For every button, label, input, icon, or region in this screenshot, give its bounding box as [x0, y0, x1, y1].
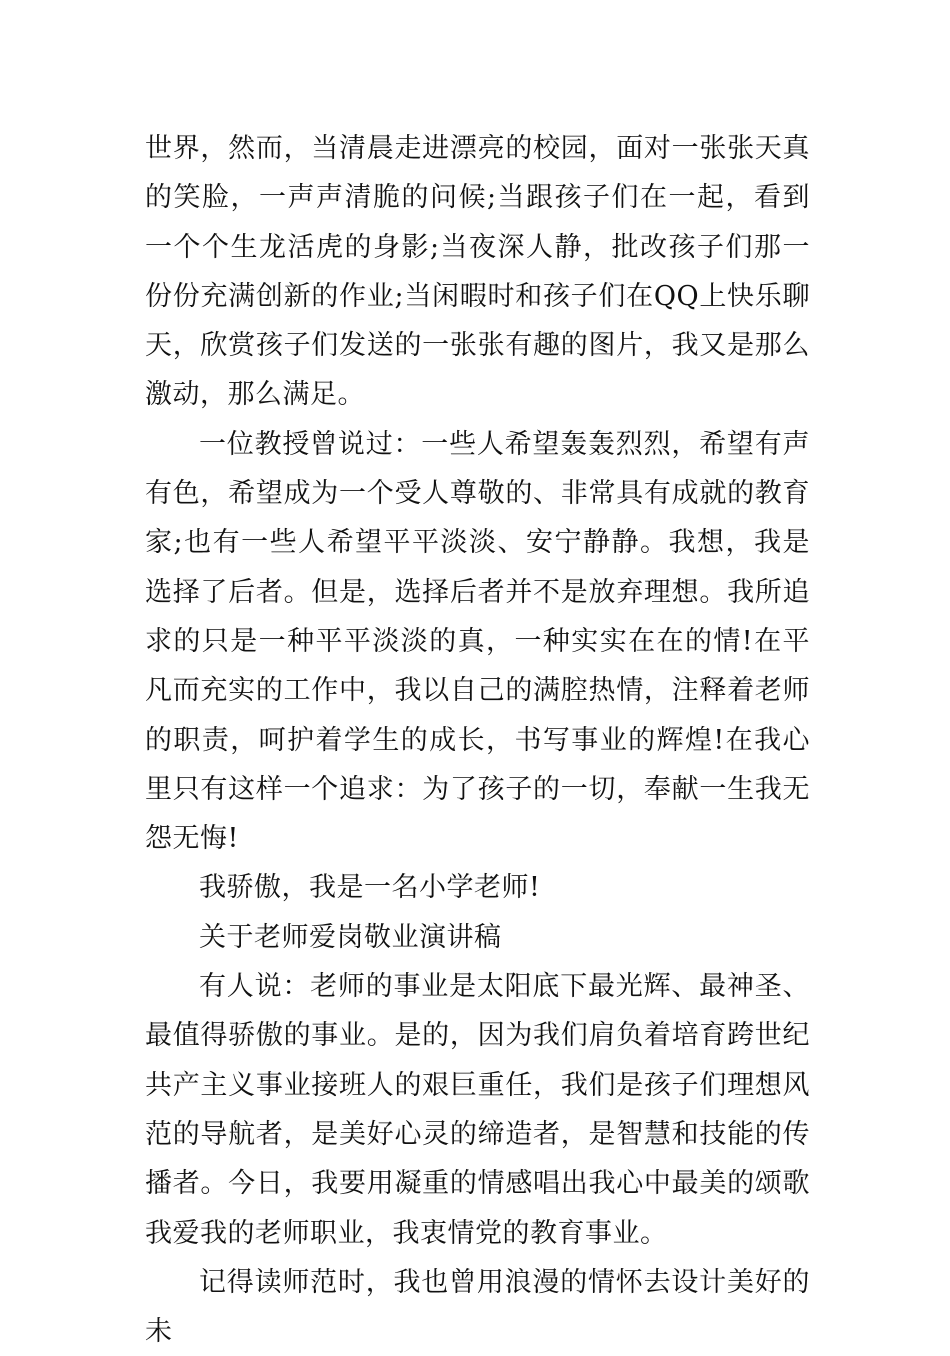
document-body [145, 124, 810, 1356]
paragraph-normal-school: 记得读师范时，我也曾用浪漫的情怀去设计美好的未 [145, 1266, 810, 1348]
paragraph-teacher-career: 有人说：老师的事业是太阳底下最光辉、最神圣、最值得骄傲的事业。是的，因为我们肩负着培育跨世纪共产主义事业接班人的艰巨重任，我们是孩子们理想风范的导航者，是美好心灵的缔造者，是智慧和技能的传播者。今日，我要用凝重的情感唱出我心中最美的颂歌我爱我的老师职业，我衷情党的教育事业。 [145, 971, 810, 1249]
paragraph-continuation: 世界，然而，当清晨走进漂亮的校园，面对一张张天真的笑脸，一声声清脆的问候;当跟孩子们在一起，看到一个个生龙活虎的身影;当夜深人静，批改孩子们那一份份充满创新的作业;当闲暇时和孩子们在QQ上快乐聊天，欣赏孩子们发送的一张张有趣的图片，我又是那么激动，那么满足。 [145, 133, 810, 411]
section-heading: 关于老师爱岗敬业演讲稿 [199, 921, 502, 953]
paragraph-professor-quote: 一位教授曾说过：一些人希望轰轰烈烈，希望有声有色，希望成为一个受人尊敬的、非常具有成就的教育家;也有一些人希望平平淡淡、安宁静静。我想，我是选择了后者。但是，选择后者并不是放弃理想。我所追求的只是一种平平淡淡的真，一种实实在在的情!在平凡而充实的工作中，我以自己的满腔热情，注释着老师的职责，呵护着学生的成长，书写事业的辉煌!在我心里只有这样一个追求：为了孩子的一切，奉献一生我无怨无悔! [145, 428, 810, 855]
paragraph-proud-teacher: 我骄傲，我是一名小学老师! [199, 872, 541, 904]
